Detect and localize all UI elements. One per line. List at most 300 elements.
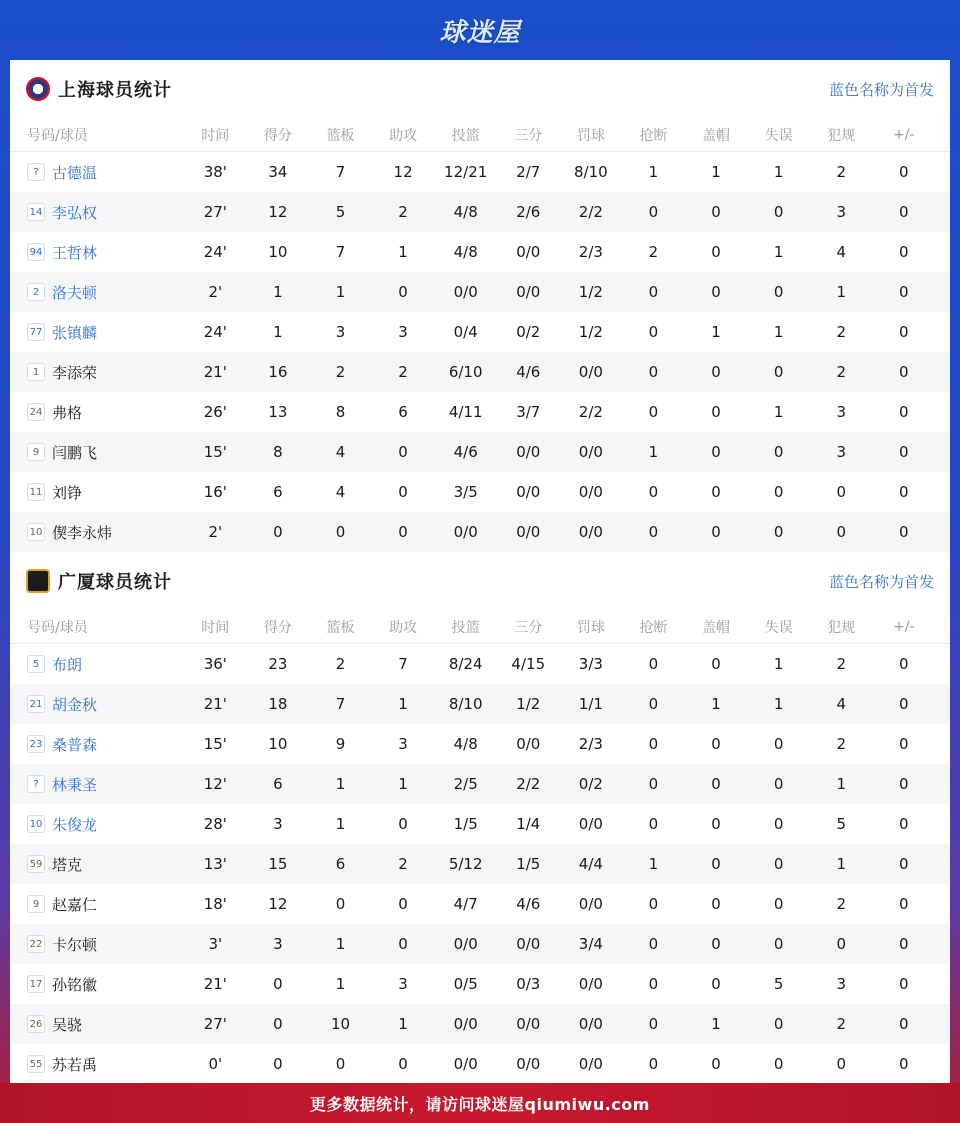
stat-cell: 1	[648, 855, 659, 873]
stat-cell: 0	[773, 935, 784, 953]
stat-cell: 0	[648, 655, 659, 673]
site-logo[interactable]: 球迷屋	[439, 17, 521, 48]
stat-cell: 5	[773, 975, 784, 993]
column-header[interactable]: 三分	[514, 619, 543, 636]
player-name[interactable]: 桑普森	[52, 735, 98, 754]
player-name[interactable]: 偰李永炜	[52, 523, 113, 542]
stat-cell: 4/8	[453, 203, 478, 221]
stat-cell: 0/0	[516, 283, 541, 301]
stat-cell: 24'	[203, 243, 227, 261]
stat-cell: 3/5	[453, 483, 478, 501]
stat-cell: 24'	[203, 323, 227, 341]
stat-cell: 2	[398, 363, 408, 381]
stat-cell: 1	[398, 695, 408, 713]
table-row[interactable]	[10, 312, 950, 352]
jersey-number-badge: 59	[27, 855, 45, 873]
table-row[interactable]	[10, 472, 950, 512]
stat-cell: 8/10	[574, 163, 608, 181]
column-header[interactable]: 篮板	[326, 619, 355, 636]
site-header	[0, 0, 960, 60]
stat-cell: 2	[836, 163, 846, 181]
column-header[interactable]: 盖帽	[702, 127, 731, 144]
stat-cell: 0	[273, 975, 283, 993]
stat-cell: 0	[711, 1055, 721, 1073]
table-row[interactable]	[10, 644, 950, 684]
stat-cell: 3	[335, 323, 346, 341]
stat-cell: 2/3	[578, 243, 603, 261]
stat-cell: 4/8	[453, 735, 478, 753]
column-header[interactable]: 失误	[764, 619, 793, 636]
stat-cell: 1	[773, 323, 784, 341]
stat-cell: 0	[398, 483, 408, 501]
stat-cell: 0/4	[453, 323, 478, 341]
jersey-number-badge: 2	[27, 283, 45, 301]
stat-cell: 0	[899, 1015, 909, 1033]
column-header[interactable]: 得分	[263, 127, 292, 144]
stat-cell: 2	[335, 363, 346, 381]
stat-cell: 2	[648, 243, 659, 261]
stat-cell: 27'	[203, 1015, 227, 1033]
stat-cell: 0	[773, 203, 784, 221]
player-cell	[10, 734, 184, 755]
player-name[interactable]: 张镇麟	[52, 323, 98, 342]
stat-cell: 0	[711, 283, 721, 301]
stat-cell: 0	[711, 895, 721, 913]
player-cell	[10, 322, 184, 343]
stat-cell: 3	[398, 735, 408, 753]
stat-cell: 3	[836, 203, 846, 221]
stat-cell: 8/24	[448, 655, 483, 673]
stat-cell: 7	[335, 243, 346, 261]
stat-cell: 0	[899, 283, 909, 301]
column-header[interactable]: 时间	[201, 619, 230, 636]
player-cell	[10, 482, 184, 503]
player-name[interactable]: 王哲林	[52, 243, 98, 262]
stat-cell: 0/0	[578, 895, 603, 913]
stat-cell: 27'	[203, 203, 227, 221]
player-cell	[10, 894, 184, 915]
stat-cell: 4/7	[453, 895, 478, 913]
stat-cell: 0	[711, 815, 721, 833]
stat-cell: 3	[398, 323, 408, 341]
stat-cell: 0	[773, 443, 784, 461]
table-row[interactable]	[10, 724, 950, 764]
stat-cell: 2	[335, 655, 346, 673]
player-cell	[10, 1054, 184, 1075]
player-name[interactable]: 赵嘉仁	[52, 895, 98, 914]
jersey-number-badge: 14	[27, 203, 45, 221]
stat-cell: 0/0	[578, 815, 603, 833]
stat-cell: 1	[773, 655, 784, 673]
player-cell	[10, 202, 184, 223]
column-header[interactable]: +/-	[893, 618, 915, 635]
stat-cell: 0	[398, 1055, 408, 1073]
stat-cell: 0	[899, 695, 909, 713]
stat-cell: 0	[711, 523, 721, 541]
player-name[interactable]: 古德温	[52, 163, 98, 182]
stat-cell: 3/3	[578, 655, 603, 673]
team-section-header	[10, 552, 950, 610]
stat-cell: 0/0	[578, 523, 603, 541]
stat-cell: 1	[648, 163, 659, 181]
stat-cell: 1	[273, 323, 283, 341]
table-row[interactable]	[10, 432, 950, 472]
stat-cell: 1	[335, 775, 346, 793]
stat-cell: 7	[335, 163, 346, 181]
column-header[interactable]: 时间	[201, 127, 230, 144]
stat-cell: 21'	[203, 363, 227, 381]
stat-cell: 9	[335, 735, 346, 753]
table-row[interactable]	[10, 392, 950, 432]
stat-cell: 0	[648, 363, 659, 381]
stat-cell: 1	[773, 163, 784, 181]
player-name[interactable]: 胡金秋	[52, 695, 98, 714]
player-name[interactable]: 吴骁	[52, 1015, 83, 1034]
stat-cell: 0	[711, 363, 721, 381]
stat-cell: 0	[648, 735, 659, 753]
stat-cell: 0	[335, 523, 346, 541]
jersey-number-badge: 5	[27, 655, 45, 673]
column-header[interactable]: 罚球	[576, 619, 605, 636]
table-row[interactable]	[10, 804, 950, 844]
stat-cell: 4	[836, 695, 846, 713]
player-cell	[10, 362, 184, 383]
stat-cell: 0	[711, 443, 721, 461]
stat-cell: 0/0	[578, 1055, 603, 1073]
stat-cell: 1	[773, 695, 784, 713]
stat-cell: 1	[711, 695, 721, 713]
column-header[interactable]: 得分	[263, 619, 292, 636]
stat-cell: 0	[711, 655, 721, 673]
stat-cell: 1	[398, 243, 408, 261]
stat-cell: 5	[335, 203, 346, 221]
footer-text[interactable]: 更多数据统计，请访问球迷屋qiumiwu.com	[310, 1094, 650, 1114]
stat-cell: 1	[836, 775, 846, 793]
column-header[interactable]: 罚球	[576, 127, 605, 144]
stat-cell: 12	[268, 895, 288, 913]
player-cell	[10, 654, 184, 675]
table-row[interactable]	[10, 964, 950, 1004]
stat-cell: 1	[273, 283, 283, 301]
player-name[interactable]: 孙铭徽	[52, 975, 98, 994]
column-header[interactable]: 篮板	[326, 127, 355, 144]
jersey-number-badge: 17	[27, 975, 45, 993]
column-header[interactable]: 盖帽	[702, 619, 731, 636]
stat-cell: 2	[836, 655, 846, 673]
column-header[interactable]: 三分	[514, 127, 543, 144]
stat-cell: 21'	[203, 975, 227, 993]
stat-cell: 1/2	[578, 323, 603, 341]
stat-cell: 6	[398, 403, 408, 421]
stat-cell: 0	[773, 895, 784, 913]
player-name[interactable]: 林秉圣	[52, 775, 98, 794]
stat-cell: 0	[648, 935, 659, 953]
stat-cell: 0	[398, 523, 408, 541]
player-name[interactable]: 洛夫顿	[52, 283, 98, 302]
player-cell	[10, 282, 184, 303]
stat-cell: 0	[398, 815, 408, 833]
stat-cell: 0/0	[578, 443, 603, 461]
jersey-number-badge: 77	[27, 323, 45, 341]
stat-cell: 0	[836, 935, 846, 953]
jersey-number-badge: 26	[27, 1015, 45, 1033]
player-cell	[10, 162, 184, 183]
stat-cell: 3	[836, 443, 846, 461]
stat-cell: 0/0	[453, 935, 478, 953]
stat-cell: 2/2	[578, 403, 603, 421]
stat-cell: 1	[711, 323, 721, 341]
stat-cell: 1	[836, 283, 846, 301]
stat-cell: 1/1	[578, 695, 603, 713]
stat-cell: 0	[711, 775, 721, 793]
jersey-number-badge: 10	[27, 815, 45, 833]
stat-cell: 2	[836, 363, 846, 381]
player-name[interactable]: 苏若禹	[52, 1055, 98, 1074]
stat-cell: 0/0	[516, 1015, 541, 1033]
stat-cell: 2	[836, 895, 846, 913]
player-cell	[10, 522, 184, 543]
table-row[interactable]	[10, 844, 950, 884]
stat-cell: 4/6	[453, 443, 478, 461]
column-header[interactable]: 助攻	[389, 619, 418, 636]
player-name[interactable]: 刘铮	[52, 483, 83, 502]
table-row[interactable]	[10, 764, 950, 804]
player-name[interactable]: 李添荣	[52, 363, 98, 382]
stat-cell: 13'	[203, 855, 227, 873]
column-header[interactable]: 犯规	[827, 619, 856, 636]
stat-cell: 0	[398, 443, 408, 461]
stat-cell: 3	[273, 935, 283, 953]
stat-cell: 0	[899, 363, 909, 381]
stat-cell: 0	[648, 323, 659, 341]
stat-cell: 2'	[208, 283, 223, 301]
player-cell	[10, 814, 184, 835]
player-cell	[10, 1014, 184, 1035]
stat-cell: 0/0	[516, 443, 541, 461]
stat-cell: 0	[899, 243, 909, 261]
player-cell	[10, 974, 184, 995]
column-header[interactable]: 号码/球员	[27, 127, 88, 144]
stat-cell: 0	[273, 1015, 283, 1033]
stat-cell: 2	[398, 855, 408, 873]
stat-cell: 3'	[208, 935, 223, 953]
jersey-number-badge: 21	[27, 695, 45, 713]
table-row[interactable]	[10, 192, 950, 232]
stat-cell: 3/7	[516, 403, 541, 421]
stat-cell: 0/0	[578, 975, 603, 993]
stat-cell: 8	[273, 443, 283, 461]
stat-cell: 0/0	[516, 935, 541, 953]
stat-cell: 0	[899, 403, 909, 421]
stat-cell: 0'	[208, 1055, 223, 1073]
player-name[interactable]: 卡尔顿	[52, 935, 98, 954]
shanghai-sharks-logo-icon	[26, 77, 50, 101]
stat-cell: 1/4	[516, 815, 541, 833]
column-header[interactable]: +/-	[893, 126, 915, 143]
stat-cell: 18'	[203, 895, 227, 913]
stat-cell: 4/11	[448, 403, 483, 421]
stat-cell: 4	[836, 243, 846, 261]
stat-cell: 0	[773, 523, 784, 541]
stat-cell: 0/0	[516, 523, 541, 541]
stat-cell: 1	[335, 935, 346, 953]
column-header[interactable]: 抢断	[639, 619, 668, 636]
stat-cell: 0	[711, 855, 721, 873]
stat-cell: 0	[899, 483, 909, 501]
stat-cell: 1	[648, 443, 659, 461]
stat-cell: 0/0	[453, 1055, 478, 1073]
stat-cell: 7	[398, 655, 408, 673]
stat-cell: 1	[335, 815, 346, 833]
stat-cell: 0	[836, 483, 846, 501]
stat-cell: 15'	[203, 735, 227, 753]
stat-cell: 34	[268, 163, 288, 181]
stat-cell: 0/0	[453, 523, 478, 541]
table-row[interactable]	[10, 684, 950, 724]
stat-cell: 5/12	[448, 855, 483, 873]
stat-cell: 0	[899, 855, 909, 873]
table-row[interactable]	[10, 1044, 950, 1084]
player-name[interactable]: 闫鹏飞	[52, 443, 98, 462]
column-header[interactable]: 助攻	[389, 127, 418, 144]
stat-cell: 3	[836, 403, 846, 421]
stat-cell: 4/4	[578, 855, 603, 873]
jersey-number-badge: 11	[27, 483, 45, 501]
stat-cell: 0	[773, 483, 784, 501]
stat-cell: 1	[711, 163, 721, 181]
team-section	[10, 552, 950, 1084]
player-cell	[10, 774, 184, 795]
stat-cell: 1/2	[578, 283, 603, 301]
team-section	[10, 60, 950, 552]
table-row[interactable]	[10, 884, 950, 924]
stat-cell: 0	[398, 283, 408, 301]
stat-cell: 0	[398, 935, 408, 953]
stat-cell: 4	[335, 443, 346, 461]
stat-cell: 0	[273, 1055, 283, 1073]
stat-cell: 0	[648, 203, 659, 221]
stat-cell: 0	[335, 895, 346, 913]
column-header[interactable]: 失误	[764, 127, 793, 144]
stat-cell: 2/6	[516, 203, 541, 221]
player-name[interactable]: 朱俊龙	[52, 815, 98, 834]
stat-cell: 0/0	[516, 243, 541, 261]
stat-cell: 8/10	[448, 695, 483, 713]
jersey-number-badge: 55	[27, 1055, 45, 1073]
stat-cell: 21'	[203, 695, 227, 713]
stat-cell: 2	[836, 735, 846, 753]
stat-cell: 0/0	[516, 483, 541, 501]
jersey-number-badge: 24	[27, 403, 45, 421]
table-row[interactable]	[10, 512, 950, 552]
starter-legend-note: 蓝色名称为首发	[828, 572, 934, 591]
stat-cell: 2	[836, 1015, 846, 1033]
stat-cell: 0	[648, 815, 659, 833]
stat-cell: 10	[268, 735, 288, 753]
stat-cell: 0/5	[453, 975, 478, 993]
stat-cell: 1	[773, 403, 784, 421]
player-cell	[10, 854, 184, 875]
stat-cell: 12	[393, 163, 413, 181]
stat-cell: 16	[268, 363, 288, 381]
stat-cell: 0	[335, 1055, 346, 1073]
stat-cell: 2	[398, 203, 408, 221]
stat-cell: 0	[648, 975, 659, 993]
stat-cell: 10	[330, 1015, 351, 1033]
column-header[interactable]: 号码/球员	[27, 619, 88, 636]
stat-cell: 0	[648, 695, 659, 713]
stat-cell: 12'	[203, 775, 227, 793]
stat-cell: 0	[648, 1015, 659, 1033]
stat-cell: 0	[899, 1055, 909, 1073]
stat-cell: 6	[335, 855, 346, 873]
stat-cell: 0/0	[578, 1015, 603, 1033]
player-name[interactable]: 弗格	[52, 403, 83, 422]
stat-cell: 7	[335, 695, 346, 713]
starter-legend-note: 蓝色名称为首发	[828, 80, 934, 99]
stat-cell: 10	[268, 243, 288, 261]
stat-cell: 0	[836, 1055, 846, 1073]
table-row[interactable]	[10, 924, 950, 964]
stat-cell: 6/10	[448, 363, 483, 381]
stat-cell: 1	[335, 283, 346, 301]
stat-cell: 8	[335, 403, 346, 421]
stat-cell: 3	[836, 975, 846, 993]
jersey-number-badge: 94	[27, 243, 45, 261]
stat-cell: 0	[711, 735, 721, 753]
player-name[interactable]: 塔克	[52, 855, 83, 874]
column-header[interactable]: 抢断	[639, 127, 668, 144]
stat-cell: 1/2	[516, 695, 541, 713]
stat-cell: 12	[268, 203, 288, 221]
column-header[interactable]: 投篮	[451, 619, 480, 636]
footer-banner[interactable]	[0, 1083, 960, 1123]
stat-cell: 0	[711, 203, 721, 221]
team-section-header	[10, 60, 950, 118]
column-header[interactable]: 犯规	[827, 127, 856, 144]
stat-cell: 1	[398, 775, 408, 793]
table-row[interactable]	[10, 232, 950, 272]
stat-cell: 0	[899, 655, 909, 673]
player-name[interactable]: 布朗	[52, 655, 83, 674]
stat-cell: 16'	[203, 483, 227, 501]
stat-cell: 0	[648, 483, 659, 501]
stat-cell: 1	[398, 1015, 408, 1033]
table-header-row	[10, 118, 950, 152]
table-row[interactable]	[10, 352, 950, 392]
player-name[interactable]: 李弘权	[52, 203, 98, 222]
player-cell	[10, 442, 184, 463]
stat-cell: 0	[773, 363, 784, 381]
stat-cell: 6	[273, 483, 283, 501]
stat-cell: 0	[398, 895, 408, 913]
table-row[interactable]	[10, 272, 950, 312]
stat-cell: 0	[648, 523, 659, 541]
jersey-number-badge: 1	[27, 363, 45, 381]
stat-cell: 0	[899, 203, 909, 221]
table-row[interactable]	[10, 1004, 950, 1044]
stat-cell: 15	[268, 855, 288, 873]
stat-cell: 1	[335, 975, 346, 993]
column-header[interactable]: 投篮	[451, 127, 480, 144]
stat-cell: 0/3	[516, 975, 541, 993]
stat-cell: 0	[773, 815, 784, 833]
stat-cell: 23	[268, 655, 288, 673]
stat-cell: 4/6	[516, 895, 541, 913]
table-row[interactable]	[10, 152, 950, 192]
stat-cell: 0/2	[578, 775, 603, 793]
stat-cell: 4	[335, 483, 346, 501]
